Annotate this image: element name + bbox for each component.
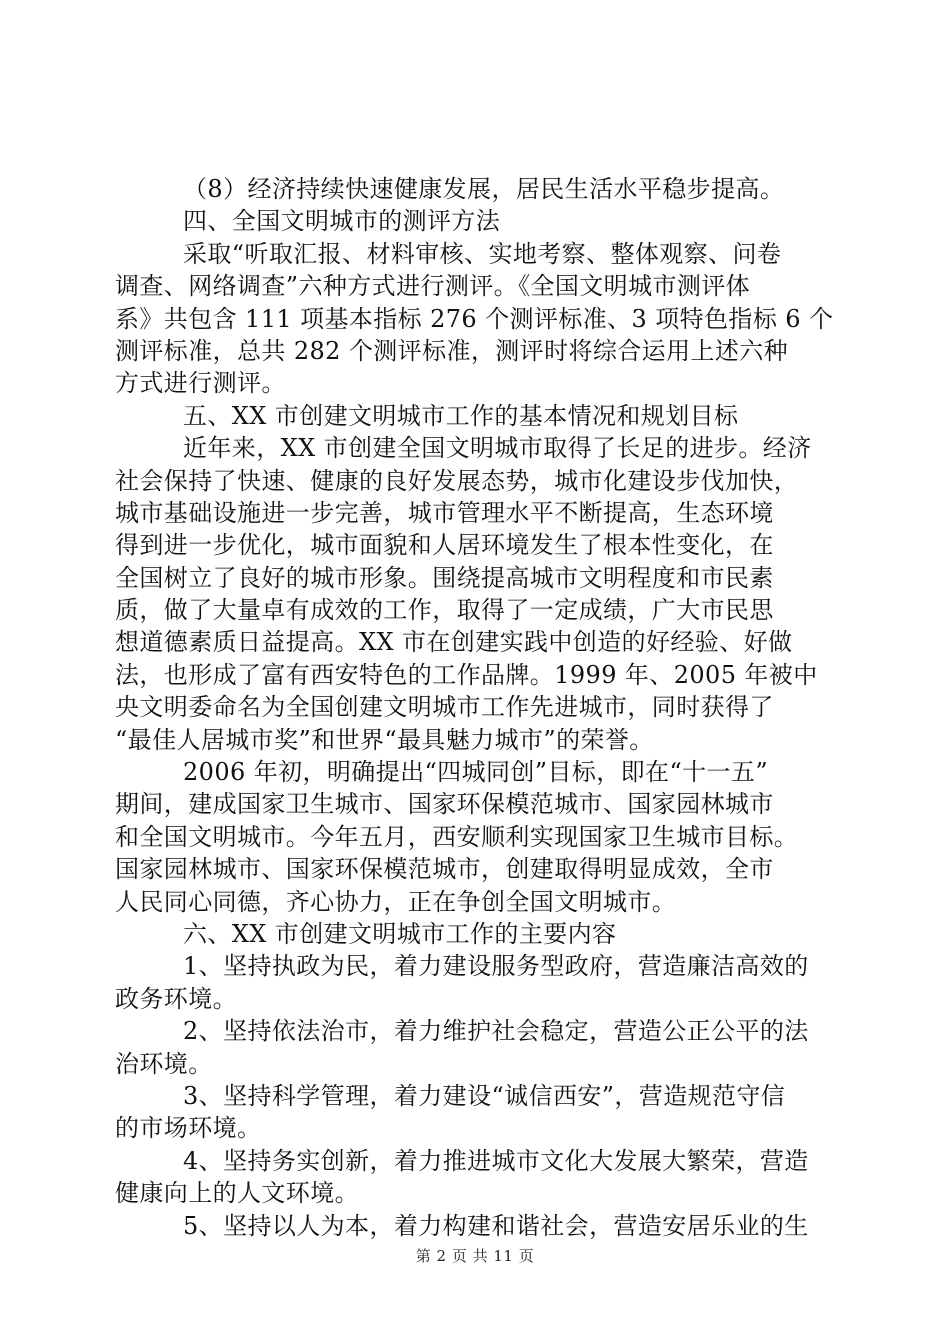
document-body bbox=[115, 173, 845, 1242]
text-line: 期间，建成国家卫生城市、国家环保模范城市、国家园林城市 bbox=[115, 790, 774, 819]
text-line: 治环境。 bbox=[115, 1049, 213, 1078]
text-line: 近年来，XX 市创建全国文明城市取得了长足的进步。经济 bbox=[183, 434, 812, 463]
text-line: 社会保持了快速、健康的良好发展态势，城市化建设步伐加快， bbox=[115, 466, 799, 495]
text-line: 调查、网络调查”六种方式进行测评。《全国文明城市测评体 bbox=[115, 272, 751, 301]
list-item: 3、坚持科学管理，着力建设“诚信西安”，营造规范守信 bbox=[183, 1081, 786, 1110]
text-line: “最佳人居城市奖”和世界“最具魅力城市”的荣誉。 bbox=[115, 725, 654, 754]
text-line: 人民同心同德，齐心协力，正在争创全国文明城市。 bbox=[115, 887, 677, 916]
text-line: 政务环境。 bbox=[115, 984, 237, 1013]
list-item: 5、坚持以人为本，着力构建和谐社会，营造安居乐业的生 bbox=[183, 1211, 809, 1240]
text-line: 健康向上的人文环境。 bbox=[115, 1179, 359, 1208]
page-number-footer: 第 2 页 共 11 页 bbox=[415, 1247, 535, 1265]
list-item: 2、坚持依法治市，着力维护社会稳定，营造公正公平的法 bbox=[183, 1017, 809, 1046]
text-line: 方式进行测评。 bbox=[115, 369, 286, 398]
text-line: 城市基础设施进一步完善，城市管理水平不断提高，生态环境 bbox=[115, 498, 774, 527]
text-line: 的市场环境。 bbox=[115, 1114, 262, 1143]
text-line: 系》共包含 111 项基本指标 276 个测评标准、3 项特色指标 6 个 bbox=[115, 304, 834, 333]
text-line: 采取“听取汇报、材料审核、实地考察、整体观察、问卷 bbox=[183, 239, 782, 268]
section-heading: 四、全国文明城市的测评方法 bbox=[183, 207, 501, 236]
list-item: 4、坚持务实创新，着力推进城市文化大发展大繁荣，营造 bbox=[183, 1146, 809, 1175]
text-line: 国家园林城市、国家环保模范城市，创建取得明显成效，全市 bbox=[115, 855, 774, 884]
text-line: 和全国文明城市。今年五月，西安顺利实现国家卫生城市目标。 bbox=[115, 822, 799, 851]
list-item: 1、坚持执政为民，着力建设服务型政府，营造廉洁高效的 bbox=[183, 952, 809, 981]
section-heading: 六、XX 市创建文明城市工作的主要内容 bbox=[183, 919, 617, 948]
text-line: 全国树立了良好的城市形象。围绕提高城市文明程度和市民素 bbox=[115, 563, 774, 592]
text-line: 央文明委命名为全国创建文明城市工作先进城市，同时获得了 bbox=[115, 693, 774, 722]
text-line: 测评标准，总共 282 个测评标准，测评时将综合运用上述六种 bbox=[115, 336, 789, 365]
text-line: 2006 年初，明确提出“四城同创”目标，即在“十一五” bbox=[183, 758, 768, 787]
text-line: 得到进一步优化，城市面貌和人居环境发生了根本性变化，在 bbox=[115, 531, 774, 560]
text-line: 想道德素质日益提高。XX 市在创建实践中创造的好经验、好做 bbox=[115, 628, 793, 657]
text-line: 法，也形成了富有西安特色的工作品牌。1999 年、2005 年被中 bbox=[115, 660, 818, 689]
section-heading: 五、XX 市创建文明城市工作的基本情况和规划目标 bbox=[183, 401, 739, 430]
text-line: （8）经济持续快速健康发展，居民生活水平稳步提高。 bbox=[183, 175, 785, 203]
text-line: 质，做了大量卓有成效的工作，取得了一定成绩，广大市民思 bbox=[115, 596, 774, 625]
